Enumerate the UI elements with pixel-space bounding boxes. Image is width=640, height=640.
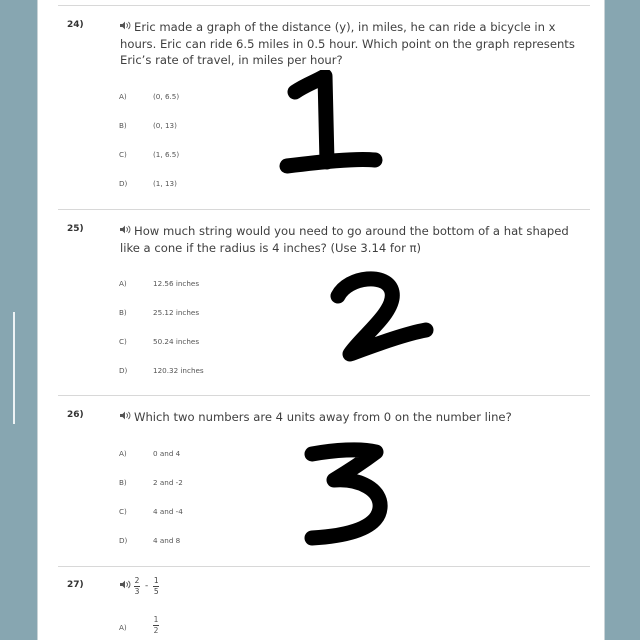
option-letter: B)	[119, 308, 127, 317]
numerator: 1	[153, 576, 159, 585]
answer-option[interactable]: (1, 13)	[153, 179, 177, 188]
option-letter: D)	[119, 536, 128, 545]
divider	[58, 395, 590, 396]
speaker-icon[interactable]	[120, 18, 133, 27]
answer-option[interactable]: 4 and -4	[153, 507, 183, 516]
option-letter: C)	[119, 337, 127, 346]
handwritten-digit-1	[275, 70, 395, 180]
denominator: 2	[153, 626, 159, 635]
option-letter: A)	[119, 279, 127, 288]
question-text	[120, 408, 590, 426]
option-letter: D)	[119, 366, 128, 375]
option-letter: B)	[119, 121, 127, 130]
option-letter: A)	[119, 92, 127, 101]
question-number: 25)	[67, 224, 84, 234]
answer-option[interactable]: 120.32 inches	[153, 366, 204, 375]
option-letter: C)	[119, 150, 127, 159]
divider	[58, 209, 590, 210]
option-letter: A)	[119, 449, 127, 458]
option-letter: C)	[119, 507, 127, 516]
fraction	[134, 577, 140, 596]
question-number: 27)	[67, 580, 84, 590]
numerator: 2	[134, 576, 140, 585]
left-edge-mark	[13, 312, 15, 424]
denominator: 3	[134, 587, 140, 596]
question-text-content: Which two numbers are 4 units away from 0 on the number line?	[134, 410, 512, 424]
speaker-icon[interactable]	[120, 577, 133, 586]
minus-sign: -	[145, 581, 149, 592]
handwritten-digit-2	[322, 270, 442, 370]
answer-option[interactable]: 2 and -2	[153, 478, 183, 487]
option-letter: D)	[119, 179, 128, 188]
question-text	[120, 18, 590, 69]
answer-option[interactable]: (0, 13)	[153, 121, 177, 130]
fraction	[153, 577, 159, 596]
answer-option[interactable]: 50.24 inches	[153, 337, 200, 346]
question-text	[120, 222, 590, 256]
question-number: 24)	[67, 20, 84, 30]
option-letter: A)	[119, 623, 127, 632]
answer-option[interactable]: (0, 6.5)	[153, 92, 180, 101]
question-expression	[120, 577, 590, 596]
divider	[58, 5, 590, 6]
answer-option[interactable]: 0 and 4	[153, 449, 181, 458]
answer-option[interactable]: 12.56 inches	[153, 279, 200, 288]
answer-option[interactable]: 25.12 inches	[153, 308, 200, 317]
answer-option[interactable]: 4 and 8	[153, 536, 181, 545]
answer-option[interactable]: (1, 6.5)	[153, 150, 180, 159]
question-number: 26)	[67, 410, 84, 420]
answer-option[interactable]	[153, 616, 159, 635]
question-text-content: Eric made a graph of the distance (y), in miles, he can ride a bicycle in x hours. Eric can ride 6.5 miles in 0.5 hour. Which point on the graph represents Eric’s rate of travel, in miles per hour?	[120, 20, 575, 67]
fraction	[153, 616, 159, 635]
numerator: 1	[153, 615, 159, 624]
question-text-content: How much string would you need to go around the bottom of a hat shaped like a cone if the radius is 4 inches? (Use 3.14 for π)	[120, 224, 569, 255]
denominator: 5	[153, 587, 159, 596]
speaker-icon[interactable]	[120, 408, 133, 417]
speaker-icon[interactable]	[120, 222, 133, 231]
handwritten-digit-3	[298, 440, 398, 550]
option-letter: B)	[119, 478, 127, 487]
divider	[58, 566, 590, 567]
